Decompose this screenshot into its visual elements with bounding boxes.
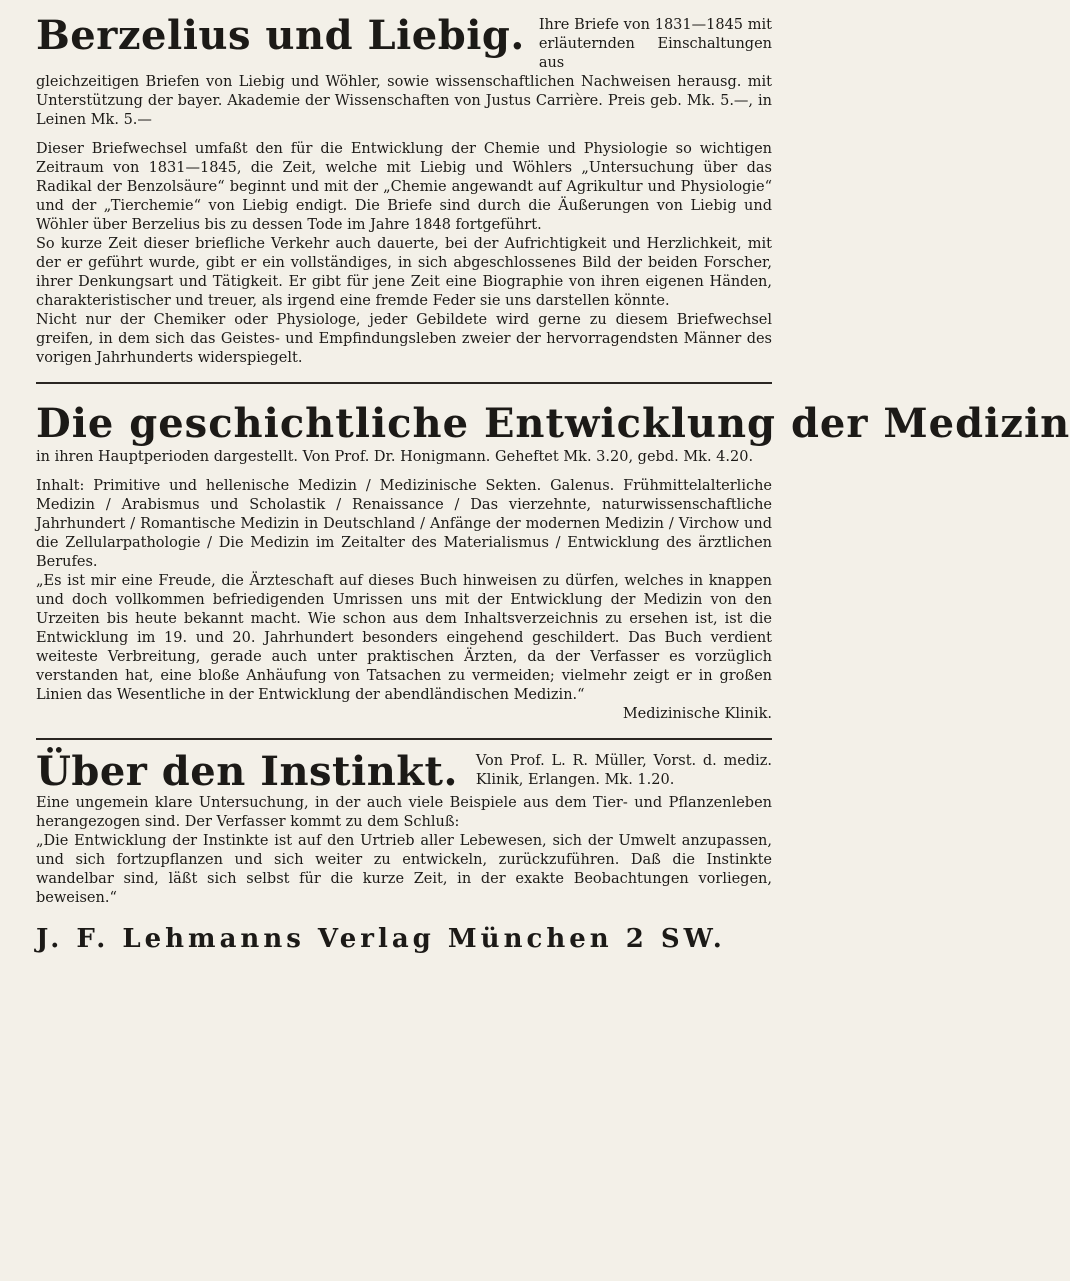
medizin-review: „Es ist mir eine Freude, die Ärzteschaft auf dieses Buch hinweisen zu dürfen, welches in knappen und doch vollkommen befriedigenden Umrissen uns mit der Entwicklung der Medizin von den Urzeiten bis heute bekannt macht. Wie schon aus dem Inhaltsverzeichnis zu ersehen ist, ist die Entwicklung im 19. und 20. Jahrhundert besonders eingehend geschildert. Das Buch verdient weiteste Verbreitung, gerade auch unter praktischen Ärzten, da der Verfasser es vorzüglich verstanden hat, eine bloße Anhäufung von Tatsachen zu vermeiden; vielmehr zeigt er in großen Linien das Wesentliche in der Entwicklung der abendländischen Medizin.“ [36, 573, 772, 703]
medizin-review-source: Medizinische Klinik. [622, 706, 772, 722]
berzelius-title: Berzelius und Liebig. [36, 12, 525, 59]
medizin-title: Die geschichtliche Entwicklung der Medizin [36, 400, 1070, 447]
instinkt-title: Über den Instinkt. [36, 748, 458, 795]
berzelius-para-1: gleichzeitigen Briefen von Liebig und Wöhler, sowie wissenschaftlichen Nachweisen herausg. mit Unterstützung der bayer. Akademie der Wissenschaften von Justus Carrière. Preis geb. Mk. 5.—, in Leinen Mk. 5.— [36, 74, 772, 128]
publisher-footer: J. F. Lehmanns Verlag München 2 SW. [36, 924, 726, 954]
section-instinkt-header [36, 750, 772, 794]
instinkt-para-2: „Die Entwicklung der Instinkte ist auf den Urtrieb aller Lebewesen, sich der Umwelt anzupassen, und sich fortzupflanzen und sich weiter zu entwickeln, zurückzuführen. Daß die Instinkte wandelbar sind, läßt sich selbst für die kurze Zeit, in der exakte Beobachtungen vorliegen, beweisen.“ [36, 833, 772, 906]
instinkt-para-1: Eine ungemein klare Untersuchung, in der auch viele Beispiele aus dem Tier- und Pflanzenleben herangezogen sind. Der Verfasser kommt zu dem Schluß: [36, 795, 772, 830]
berzelius-para-3: So kurze Zeit dieser briefliche Verkehr auch dauerte, bei der Aufrichtigkeit und Herzlichkeit, mit der er geführt wurde, gibt er ein vollständiges, in sich abgeschlossenes Bild der beiden Forscher, ihrer Denkungsart und Tätigkeit. Er gibt für jene Zeit eine Biographie von ihren eigenen Händen, charakteristischer und treuer, als irgend eine fremde Feder sie uns darstellen könnte. [36, 236, 772, 309]
berzelius-para-2: Dieser Briefwechsel umfaßt den für die Entwicklung der Chemie und Physiologie so wichtigen Zeitraum von 1831—1845, die Zeit, welche mit Liebig und Wöhlers „Untersuchung über das Radikal der Benzolsäure“ beginnt und mit der „Chemie angewandt auf Agrikultur und Physiologie“ und der „Tierchemie“ von Liebig endigt. Die Briefe sind durch die Äußerungen von Liebig und Wöhler über Berzelius bis zu dessen Tode im Jahre 1848 fortgeführt. [36, 141, 772, 233]
divider-1 [36, 382, 772, 384]
berzelius-para-4: Nicht nur der Chemiker oder Physiologe, jeder Gebildete wird gerne zu diesem Briefwechsel greifen, in dem sich das Geistes- und Empfindungsleben zweier der hervorragendsten Männer des vorigen Jahrhunderts widerspiegelt. [36, 312, 772, 366]
section-berzelius-header [36, 14, 772, 73]
instinkt-head: Von Prof. L. R. Müller, Vorst. d. mediz. Klinik, Erlangen. Mk. 1.20. [475, 753, 772, 788]
berzelius-head: Ihre Briefe von 1831—1845 mit erläuternden Einschaltungen aus [538, 17, 772, 71]
medizin-subtitle: in ihren Hauptperioden dargestellt. Von Prof. Dr. Honigmann. Geheftet Mk. 3.20, gebd. Mk. 4.20. [36, 449, 754, 465]
medizin-contents: Inhalt: Primitive und hellenische Medizin / Medizinische Sekten. Galenus. Frühmittelalterliche Medizin / Arabismus und Scholastik / Renaissance / Das vierzehnte, naturwissenschaftliche Jahrhundert / Romantische Medizin in Deutschland / Anfänge der modernen Medizin / Virchow und die Zellularpathologie / Die Medizin im Zeitalter des Materialismus / Entwicklung des ärztlichen Berufes. [36, 478, 772, 570]
